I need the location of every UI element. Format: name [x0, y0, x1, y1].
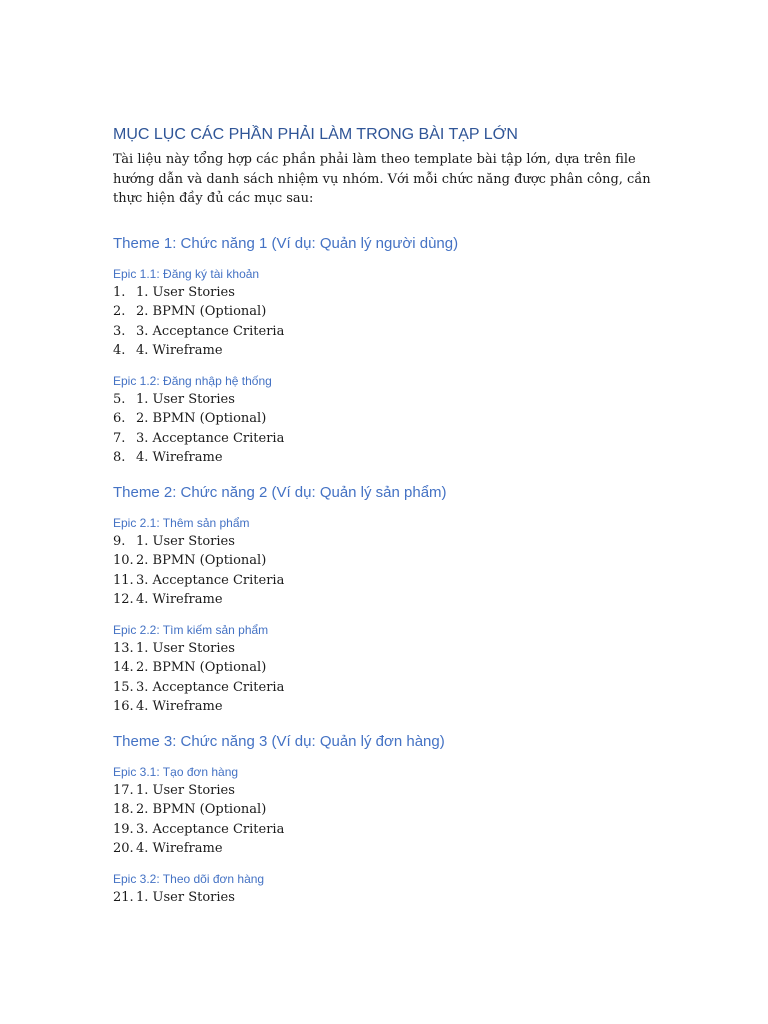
- list-number: 15.: [113, 679, 134, 695]
- epic-section: [113, 870, 661, 908]
- epic-item-list: [113, 781, 661, 859]
- epic-title: Epic 3.1: Tạo đơn hàng: [113, 764, 239, 779]
- list-item-text: 1. User Stories: [136, 391, 235, 407]
- list-number: 12.: [113, 592, 134, 607]
- list-item-text: 3. Acceptance Criteria: [136, 821, 285, 837]
- list-item-text: 1. User Stories: [136, 284, 235, 300]
- list-number: 18.: [113, 802, 134, 817]
- document-page: [113, 124, 661, 907]
- list-item-text: 4. Wireframe: [136, 343, 223, 358]
- list-number: 5.: [113, 391, 126, 407]
- list-number: 8.: [113, 450, 126, 465]
- list-item-text: 1. User Stories: [136, 533, 235, 549]
- epic-section: [113, 514, 661, 610]
- list-number: 1.: [113, 284, 126, 300]
- epic-title: Epic 2.2: Tìm kiếm sản phẩm: [113, 622, 269, 637]
- list-item: [113, 322, 661, 342]
- theme-title: Theme 3: Chức năng 3 (Ví dụ: Quản lý đơn hàng): [113, 732, 445, 750]
- epic-section: [113, 265, 661, 361]
- list-item: [113, 409, 661, 429]
- list-number: 3.: [113, 323, 126, 339]
- list-item-text: 2. BPMN (Optional): [136, 411, 267, 426]
- list-number: 4.: [113, 343, 126, 358]
- epic-item-list: [113, 639, 661, 717]
- epic-item-list: [113, 888, 661, 908]
- list-item-text: 1. User Stories: [136, 889, 235, 905]
- document-title: MỤC LỤC CÁC PHẦN PHẢI LÀM TRONG BÀI TẠP LỚN: [113, 126, 518, 143]
- theme-section: [113, 717, 661, 908]
- epic-title: Epic 1.1: Đăng ký tài khoản: [113, 266, 260, 281]
- list-item: [113, 697, 661, 717]
- list-item-text: 4. Wireframe: [136, 841, 223, 856]
- list-item: [113, 590, 661, 610]
- list-item: [113, 532, 661, 552]
- epic-item-list: [113, 532, 661, 610]
- epic-section: [113, 763, 661, 859]
- list-item: [113, 302, 661, 322]
- epic-item-list: [113, 390, 661, 468]
- epic-section: [113, 372, 661, 468]
- list-item-text: 2. BPMN (Optional): [136, 304, 267, 319]
- list-number: 6.: [113, 411, 126, 426]
- list-item: [113, 571, 661, 591]
- list-item: [113, 390, 661, 410]
- epic-title: Epic 1.2: Đăng nhập hệ thống: [113, 373, 272, 388]
- list-number: 21.: [113, 889, 134, 905]
- list-item-text: 3. Acceptance Criteria: [136, 323, 285, 339]
- list-item: [113, 341, 661, 361]
- epic-title: Epic 3.2: Theo dõi đơn hàng: [113, 871, 265, 886]
- list-item-text: 3. Acceptance Criteria: [136, 430, 285, 446]
- list-item: [113, 429, 661, 449]
- list-number: 11.: [113, 572, 134, 588]
- theme-section: [113, 468, 661, 717]
- epic-title: Epic 2.1: Thêm sản phẩm: [113, 515, 250, 530]
- list-number: 10.: [113, 553, 134, 568]
- list-item-text: 3. Acceptance Criteria: [136, 679, 285, 695]
- list-item: [113, 551, 661, 571]
- list-item-text: 4. Wireframe: [136, 699, 223, 714]
- list-item-text: 2. BPMN (Optional): [136, 802, 267, 817]
- list-item: [113, 800, 661, 820]
- theme-section: [113, 219, 661, 468]
- list-number: 16.: [113, 699, 134, 714]
- list-number: 17.: [113, 782, 134, 798]
- list-number: 13.: [113, 640, 134, 656]
- list-item: [113, 283, 661, 303]
- list-item: [113, 839, 661, 859]
- list-item-text: 1. User Stories: [136, 782, 235, 798]
- list-item-text: 4. Wireframe: [136, 592, 223, 607]
- theme-title: Theme 1: Chức năng 1 (Ví dụ: Quản lý người dùng): [113, 234, 459, 252]
- list-item: [113, 639, 661, 659]
- list-item-text: 4. Wireframe: [136, 450, 223, 465]
- list-number: 7.: [113, 430, 126, 446]
- list-item: [113, 781, 661, 801]
- list-item: [113, 448, 661, 468]
- list-item: [113, 678, 661, 698]
- list-item-text: 3. Acceptance Criteria: [136, 572, 285, 588]
- list-number: 20.: [113, 841, 134, 856]
- intro-paragraph: Tài liệu này tổng hợp các phần phải làm theo template bài tập lớn, dựa trên file hướng dẫn và danh sách nhiệm vụ nhóm. Với mỗi chức năng được phân công, cần thực hiện đầy đủ các mục sau:: [113, 152, 651, 206]
- list-item: [113, 888, 661, 908]
- list-item-text: 1. User Stories: [136, 640, 235, 656]
- epic-item-list: [113, 283, 661, 361]
- list-number: 19.: [113, 821, 134, 837]
- list-item-text: 2. BPMN (Optional): [136, 553, 267, 568]
- list-item: [113, 658, 661, 678]
- epic-section: [113, 621, 661, 717]
- list-item-text: 2. BPMN (Optional): [136, 660, 267, 675]
- list-number: 9.: [113, 533, 126, 549]
- list-number: 14.: [113, 660, 134, 675]
- theme-title: Theme 2: Chức năng 2 (Ví dụ: Quản lý sản phẩm): [113, 483, 447, 501]
- list-number: 2.: [113, 304, 126, 319]
- list-item: [113, 820, 661, 840]
